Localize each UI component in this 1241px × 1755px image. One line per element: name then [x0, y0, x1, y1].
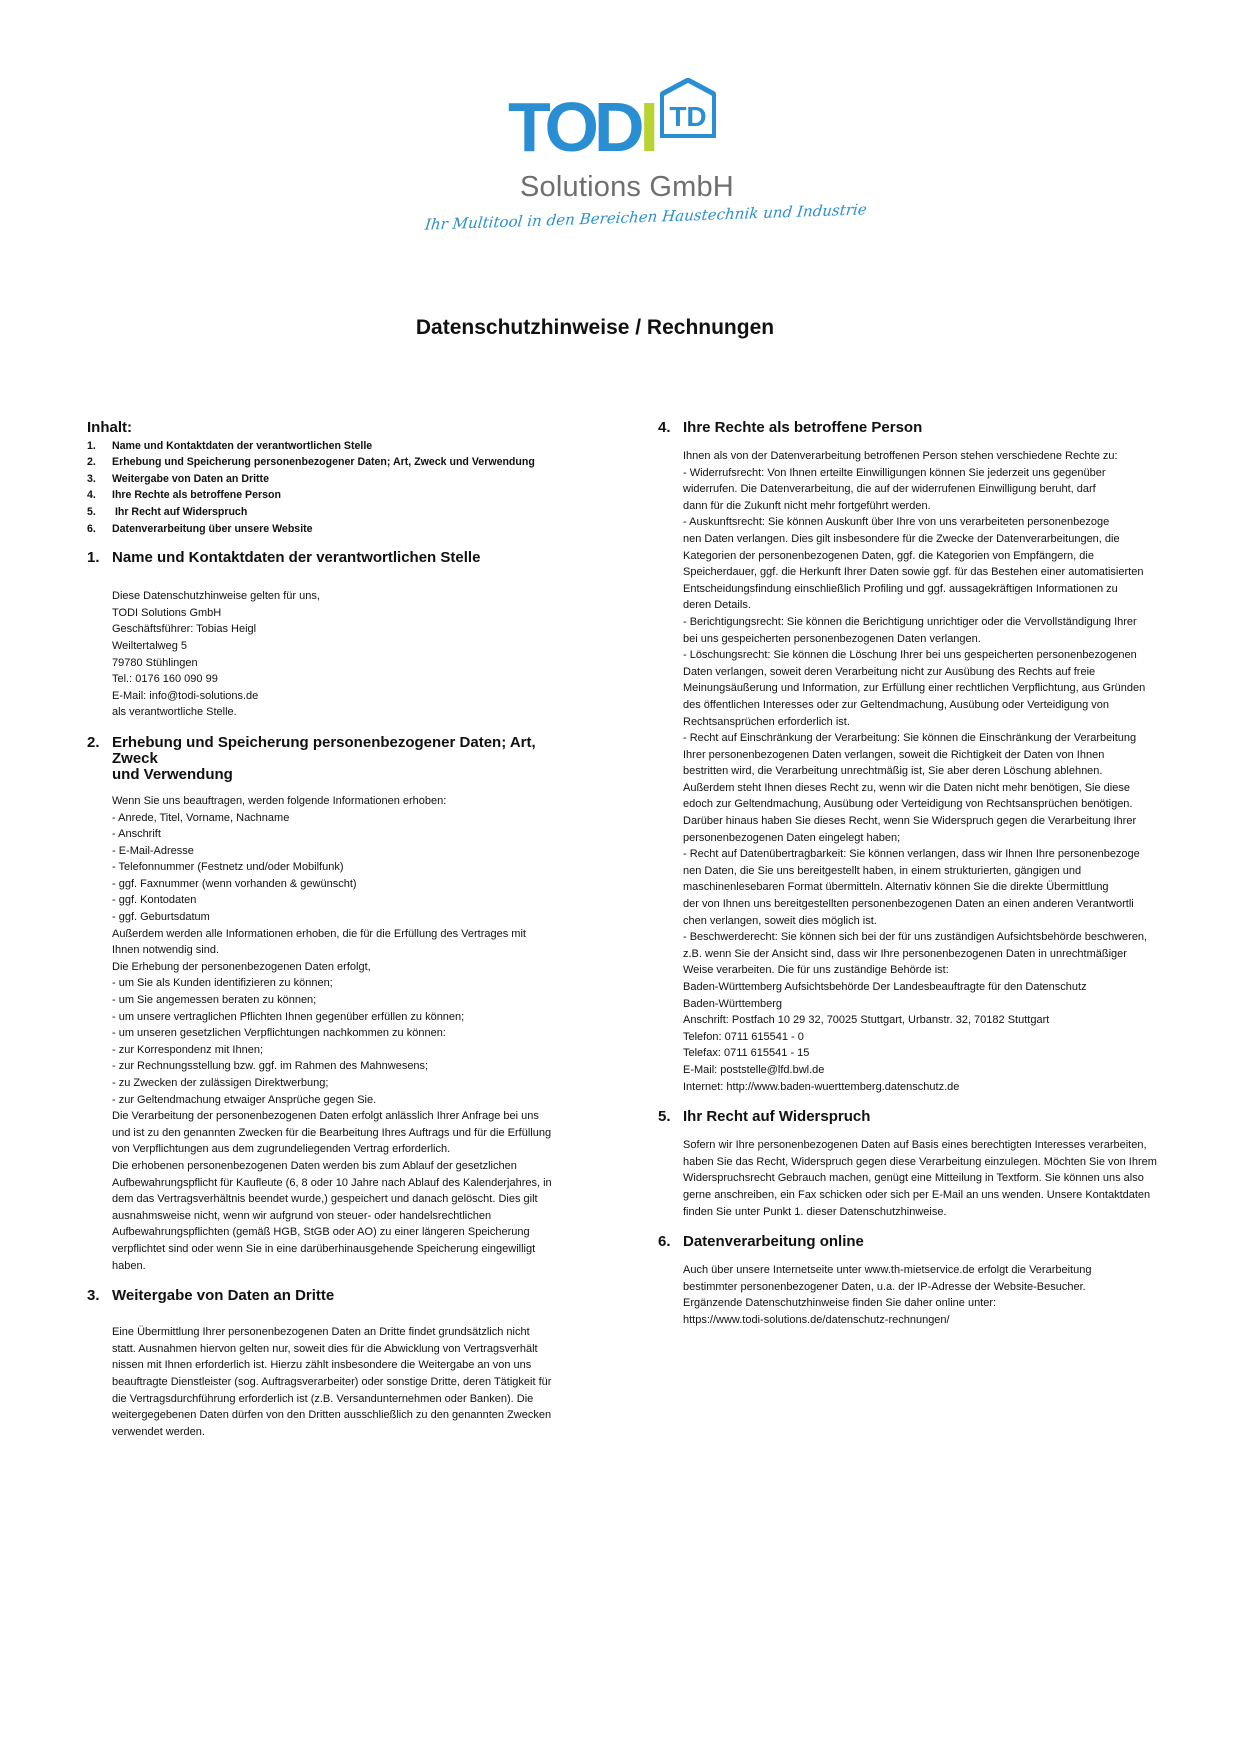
text-line: Baden-Württemberg [683, 997, 783, 1010]
text-line: Internet: http://www.baden-wuerttemberg.datenschutz.de [683, 1080, 960, 1093]
text-line: Daten verlangen, soweit deren Verarbeitung nicht zur Ausübung des Rechts auf freie [683, 665, 1096, 678]
table-of-contents [87, 420, 577, 537]
section-heading [658, 1109, 1178, 1125]
section-6 [658, 1234, 1178, 1328]
text-line: die Vertragsdurchführung erforderlich ist (z.B. Versandunternehmen oder Banken). Die [112, 1392, 534, 1405]
section-heading [87, 1288, 577, 1304]
section-title: Datenverarbeitung online [683, 1233, 864, 1251]
text-line: bestimmter personenbezogener Daten, u.a. der IP-Adresse der Website-Besucher. [683, 1280, 1086, 1293]
toc-item [87, 504, 577, 521]
section-number: 6. [658, 1233, 671, 1251]
text-line: beauftragte Dienstleister (sog. Auftragsverarbeiter) oder sonstige Dritte, deren Tätigkeit für [112, 1375, 552, 1388]
toc-item-number: 3. [87, 472, 96, 485]
section-title [112, 735, 577, 783]
text-line: z.B. wenn Sie der Ansicht sind, dass wir Ihre personenbezogenen Daten in unrechtmäßiger [683, 947, 1127, 960]
section-number: 2. [87, 733, 100, 751]
text-line: Ihnen notwendig sind. [112, 944, 220, 957]
text-line: Weiltertalweg 5 [112, 639, 187, 652]
text-line: von Verpflichtungen aus dem zugrundeliegenden Vertrag erforderlich. [112, 1143, 451, 1156]
text-line: Geschäftsführer: Tobias Heigl [112, 623, 257, 636]
text-line: - zur Korrespondenz mit Ihnen; [112, 1043, 264, 1056]
section-title: Weitergabe von Daten an Dritte [112, 1287, 335, 1305]
logo-td-text: TD [669, 101, 707, 132]
text-line: - Berichtigungsrecht: Sie können die Berichtigung unrichtiger oder die Vervollständigung Ihrer [683, 615, 1137, 628]
section-title: Ihr Recht auf Widerspruch [683, 1108, 871, 1126]
text-line: Speicherdauer, ggf. die Herkunft Ihrer Daten sowie ggf. für das Bestehen einer automatisierten [683, 566, 1144, 579]
text-line: - Löschungsrecht: Sie können die Löschung Ihrer bei uns gespeicherten personenbezogenen [683, 649, 1137, 662]
text-line: - Widerrufsrecht: Von Ihnen erteilte Einwilligungen können Sie jederzeit uns gegenüber [683, 466, 1106, 479]
text-line: nissen mit Ihnen erforderlich ist. Hierzu zählt insbesondere die Weitergabe an von uns [112, 1359, 532, 1372]
text-line: - um Sie angemessen beraten zu können; [112, 994, 317, 1007]
text-line: bestritten wird, die Verarbeitung unrechtmäßig ist, Sie aber deren Löschung ablehnen. [683, 765, 1103, 778]
text-line: Baden-Württemberg Aufsichtsbehörde Der Landesbeauftragte für den Datenschutz [683, 981, 1087, 993]
text-line: Die Erhebung der personenbezogenen Daten erfolgt, [112, 960, 371, 973]
toc-item-label: Datenverarbeitung über unsere Website [112, 522, 313, 535]
text-line: dann für die Zukunft nicht mehr fortgeführt werden. [683, 499, 931, 512]
section-2 [87, 735, 577, 1274]
toc-item-label: Weitergabe von Daten an Dritte [112, 472, 269, 485]
text-line: https://www.todi-solutions.de/datenschutz-rechnungen/ [683, 1313, 950, 1326]
section-heading [87, 550, 577, 566]
section-body [658, 1262, 1178, 1328]
toc-item [87, 438, 577, 455]
text-line: deren Details. [683, 599, 751, 612]
text-line: - Recht auf Einschränkung der Verarbeitung: Sie können die Einschränkung der Verarbeitung [683, 732, 1137, 745]
logo-wordmark [508, 88, 654, 166]
toc-item-number: 4. [87, 489, 96, 502]
toc-item-number: 1. [87, 439, 96, 452]
text-line: chen verlangen, soweit dies möglich ist. [683, 914, 877, 927]
text-line: Ihnen als von der Datenverarbeitung betroffenen Person stehen verschiedene Rechte zu: [683, 450, 1118, 462]
text-line: als verantwortliche Stelle. [112, 706, 237, 719]
text-line: Tel.: 0176 160 090 99 [112, 673, 218, 686]
text-line: - zur Rechnungsstellung bzw. ggf. im Rahmen des Mahnwesens; [112, 1060, 429, 1073]
text-line: Außerdem steht Ihnen dieses Recht zu, wenn wir die Daten nicht mehr benötigen, Sie diese [683, 781, 1130, 794]
text-line: - zu Zwecken der zulässigen Direktwerbung; [112, 1077, 329, 1089]
text-line: - Anrede, Titel, Vorname, Nachname [112, 811, 290, 824]
text-line: Eine Übermittlung Ihrer personenbezogenen Daten an Dritte findet grundsätzlich nicht [112, 1326, 530, 1339]
text-line: E-Mail: info@todi-solutions.de [112, 689, 259, 702]
toc-item-label: Ihr Recht auf Widerspruch [112, 505, 248, 518]
logo-company-name: Solutions GmbH [520, 171, 734, 203]
text-line: statt. Ausnahmen hiervon gelten nur, soweit dies für die Abwicklung von Vertragsverhält [112, 1342, 538, 1355]
text-line: TODI Solutions GmbH [112, 606, 222, 619]
text-line: - um unseren gesetzlichen Verpflichtungen nachkommen zu können: [112, 1027, 446, 1040]
toc-item [87, 471, 577, 488]
text-line: Widerspruchsrecht Gebrauch machen, genügt eine Mitteilung in Textform. Sie können uns also [683, 1172, 1144, 1185]
toc-item-number: 6. [87, 522, 96, 535]
text-line: - ggf. Faxnummer (wenn vorhanden & gewünscht) [112, 877, 357, 890]
toc-item [87, 521, 577, 538]
text-line: edoch zur Geltendmachung, Ausübung oder Verteidigung von Rechtsansprüchen benötigen. [683, 798, 1133, 811]
text-line: - ggf. Kontodaten [112, 894, 197, 907]
section-number: 1. [87, 549, 100, 567]
text-line: Die Verarbeitung der personenbezogenen Daten erfolgt anlässlich Ihrer Anfrage bei uns [112, 1110, 539, 1123]
text-line: - Recht auf Datenübertragbarkeit: Sie können verlangen, dass wir Ihnen Ihre personenbezoge [683, 848, 1140, 861]
document-title: Datenschutzhinweise / Rechnungen [415, 316, 775, 339]
section-body [87, 588, 577, 721]
section-body [87, 793, 577, 1274]
text-line: nen Daten, die Sie uns bereitgestellt haben, in einem strukturierten, gängigen und [683, 864, 1082, 877]
left-column [87, 420, 577, 1440]
text-line: - Auskunftsrecht: Sie können Auskunft über Ihre von uns verarbeiteten personenbezoge [683, 516, 1110, 529]
text-line: nen Daten verlangen. Dies gilt insbesondere für die Zwecke der Datenverarbeitungen, die [683, 532, 1120, 545]
text-line: 79780 Stühlingen [112, 656, 198, 669]
text-line: Diese Datenschutzhinweise gelten für uns, [112, 590, 320, 603]
section-1 [87, 550, 577, 721]
text-line: - um Sie als Kunden identifizieren zu können; [112, 977, 333, 990]
text-line: Ergänzende Datenschutzhinweise finden Sie daher online unter: [683, 1297, 997, 1310]
text-line: E-Mail: poststelle@lfd.bwl.de [683, 1063, 825, 1076]
text-line: haben Sie das Recht, Widerspruch gegen diese Verarbeitung einzulegen. Möchten Sie von Ihrem [683, 1155, 1157, 1168]
text-line: Auch über unsere Internetseite unter www.th-mietservice.de erfolgt die Verarbeitung [683, 1264, 1092, 1277]
section-body [87, 1324, 577, 1440]
section-number: 3. [87, 1287, 100, 1305]
text-line: Aufbewahrungspflichten (gemäß HGB, StGB oder AO) zu einer längeren Speicherung [112, 1226, 530, 1239]
section-body [658, 1137, 1178, 1220]
text-line: bei uns gespeicherten personenbezogenen Daten verlangen. [683, 632, 981, 645]
text-line: Telefon: 0711 615541 - 0 [683, 1030, 804, 1043]
text-line: finden Sie unter Punkt 1. dieser Datenschutzhinweise. [683, 1205, 947, 1218]
text-line: personenbezogenen Daten eingelegt haben; [683, 831, 901, 844]
section-5 [658, 1109, 1178, 1220]
text-line: widerrufen. Die Datenverarbeitung, die auf der widerrufenen Einwilligung beruht, darf [683, 483, 1096, 496]
logo-tagline: Ihr Multitool in den Bereichen Haustechnik und Industrie [424, 200, 868, 234]
text-line: verwendet werden. [112, 1425, 205, 1438]
text-line: - Anschrift [112, 828, 161, 841]
text-line: Aufbewahrungspflicht für Kaufleute (6, 8 oder 10 Jahre nach Ablauf des Kalenderjahres, in [112, 1176, 552, 1189]
text-line: Anschrift: Postfach 10 29 32, 70025 Stuttgart, Urbanstr. 32, 70182 Stuttgart [683, 1014, 1050, 1027]
text-line: haben. [112, 1259, 146, 1272]
text-line: maschinenlesebaren Format übermitteln. Alternativ können Sie die direkte Übermittlung [683, 881, 1109, 894]
section-title-line: Erhebung und Speicherung personenbezogener Daten; Art, Zweck [112, 733, 536, 767]
text-line: Wenn Sie uns beauftragen, werden folgende Informationen erhoben: [112, 794, 447, 807]
text-line: ausnahmsweise nicht, wenn wir aufgrund von steuer- oder handelsrechtlichen [112, 1209, 492, 1222]
section-title: Ihre Rechte als betroffene Person [683, 419, 923, 436]
toc-heading: Inhalt: [87, 419, 132, 436]
text-line: Sofern wir Ihre personenbezogenen Daten auf Basis eines berechtigten Interesses verarbeiten, [683, 1139, 1147, 1152]
section-3 [87, 1288, 577, 1440]
text-line: - zur Geltendmachung etwaiger Ansprüche gegen Sie. [112, 1093, 377, 1106]
right-column [658, 420, 1178, 1329]
toc-item-number: 5. [87, 505, 96, 518]
toc-item-label: Name und Kontaktdaten der verantwortlichen Stelle [112, 439, 373, 452]
logo-tod: TOD [508, 88, 640, 166]
toc-list [87, 438, 577, 538]
text-line: der von Ihnen uns bereitgestellten personenbezogenen Daten an einen anderen Verantwortli [683, 898, 1134, 911]
text-line: - ggf. Geburtsdatum [112, 911, 210, 924]
text-line: Rechtsansprüchen erforderlich ist. [683, 715, 850, 728]
text-line: des öffentlichen Interesses oder zur Geltendmachung, Ausübung oder Verteidigung von [683, 698, 1110, 711]
text-line: Außerdem werden alle Informationen erhoben, die für die Erfüllung des Vertrages mit [112, 927, 526, 940]
toc-item [87, 487, 577, 504]
text-line: Telefax: 0711 615541 - 15 [683, 1047, 810, 1060]
text-line: dem das Vertragsverhältnis beendet wurde,) gespeichert und danach gelöscht. Dies gilt [112, 1193, 538, 1206]
text-line: Meinungsäußerung und Information, zur Erfüllung einer rechtlichen Verpflichtung, aus Gründen [683, 682, 1146, 695]
text-line: - um unsere vertraglichen Pflichten Ihnen gegenüber erfüllen zu können; [112, 1010, 465, 1023]
text-line: weitergegebenen Daten dürfen von den Dritten ausschließlich zu den genannten Zwecken [112, 1409, 552, 1422]
toc-item-label: Erhebung und Speicherung personenbezogener Daten; Art, Zweck und Verwendung [112, 456, 535, 469]
text-line: Kategorien der personenbezogenen Daten, ggf. die Kategorien von Empfängern, die [683, 549, 1094, 562]
logo-i: I [639, 88, 654, 166]
text-line: - Telefonnummer (Festnetz und/oder Mobilfunk) [112, 861, 344, 874]
section-heading [658, 1234, 1178, 1250]
toc-item-number: 2. [87, 456, 96, 469]
section-4 [658, 420, 1178, 1095]
toc-item-label: Ihre Rechte als betroffene Person [112, 489, 281, 502]
section-number: 5. [658, 1108, 671, 1126]
text-line: und ist zu den genannten Zwecken für die Bearbeitung Ihres Auftrags und für die Erfüllung [112, 1126, 552, 1139]
text-line: - Beschwerderecht: Sie können sich bei der für uns zuständigen Aufsichtsbehörde beschweren, [683, 931, 1148, 944]
company-logo [424, 78, 868, 258]
text-line: Darüber hinaus haben Sie dieses Recht, wenn Sie Widerspruch gegen die Verarbeitung Ihrer [683, 815, 1137, 828]
section-number: 4. [658, 419, 671, 436]
text-line: gerne anschreiben, ein Fax schicken oder sich per E-Mail an uns wenden. Unsere Kontaktdaten [683, 1188, 1151, 1201]
toc-item [87, 454, 577, 471]
text-line: verpflichtet sind oder wenn Sie in eine darüberhinausgehende Speicherung eingewilligt [112, 1242, 536, 1255]
text-line: Ihrer personenbezogenen Daten verlangen, soweit die Richtigkeit der Daten von Ihnen [683, 748, 1105, 761]
text-line: - E-Mail-Adresse [112, 844, 194, 857]
text-line: Entscheidungsfindung einschließlich Profiling und ggf. aussagekräftigen Informationen zu [683, 582, 1118, 595]
section-title: Name und Kontaktdaten der verantwortlichen Stelle [112, 549, 481, 567]
section-body [658, 448, 1178, 1095]
text-line: Die erhobenen personenbezogenen Daten werden bis zum Ablauf der gesetzlichen [112, 1159, 517, 1172]
logo-td-house-icon [660, 78, 716, 140]
section-heading [658, 420, 1178, 436]
section-heading [87, 735, 577, 783]
section-title-line: und Verwendung [112, 765, 233, 783]
text-line: Weise verarbeiten. Die für uns zuständige Behörde ist: [683, 964, 949, 977]
